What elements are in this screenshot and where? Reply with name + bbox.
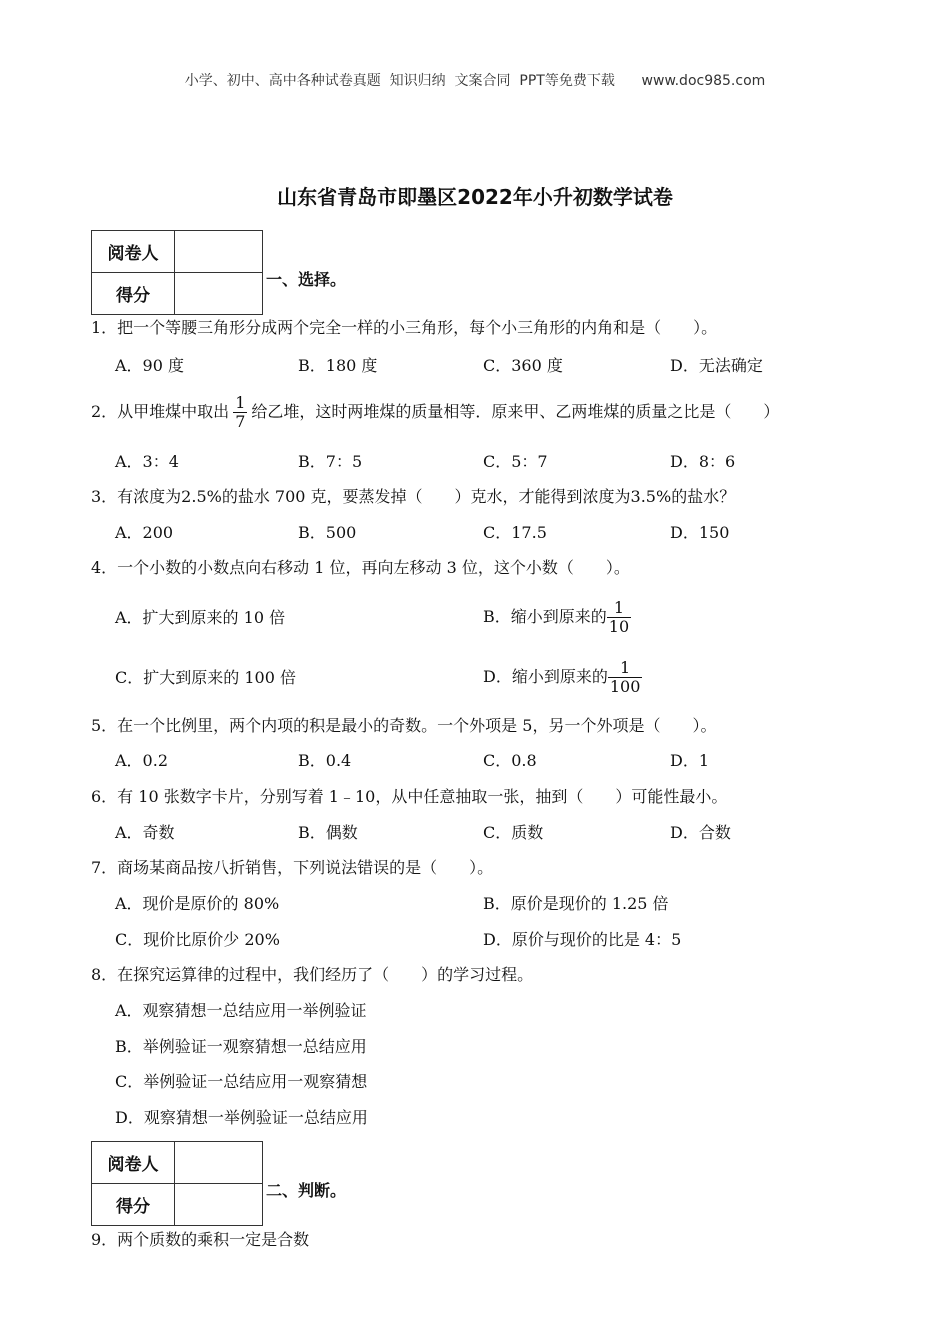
reviewer-label: 阅卷人 [92,231,175,273]
q7-option-a: A．现价是原价的 80% [115,894,280,913]
question-3: 3．有浓度为2.5%的盐水 700 克，要蒸发掉（ ）克水，才能得到浓度为3.5%的盐水？ [91,487,736,506]
score-box-section-2 [91,1141,263,1226]
q3-option-c: C．17.5 [483,523,547,542]
score-box-section-1 [91,230,263,315]
question-8: 8．在探究运算律的过程中，我们经历了（ ）的学习过程。 [91,965,534,984]
q2-option-d: D．8：6 [670,452,736,471]
q2-fraction-numerator: 1 [235,392,246,412]
q5-option-b: B．0.4 [298,751,352,770]
page-header-banner: 小学、初中、高中各种试卷真题 知识归纳 文案合同 PPT等免费下载 www.doc985.com [184,73,766,89]
q5-option-d: D．1 [670,751,710,770]
exam-title: 山东省青岛市即墨区2022年小升初数学试卷 [277,185,673,209]
q4-option-a: A．扩大到原来的 10 倍 [115,608,286,627]
q4-option-b-text: B．缩小到原来的 [483,607,607,626]
q4-option-b-fraction [607,599,631,636]
question-5: 5．在一个比例里，两个内项的积是最小的奇数。一个外项是 5，另一个外项是（ ）。 [91,716,717,735]
q8-option-a: A．观察猜想一总结应用一举例验证 [115,1001,367,1020]
q3-option-b: B．500 [298,523,357,542]
question-4: 4．一个小数的小数点向右移动 1 位，再向左移动 3 位，这个小数（ ）。 [91,558,630,577]
score-cell[interactable] [175,1184,263,1226]
q2-option-c: C．5：7 [483,452,548,471]
reviewer-cell[interactable] [175,1142,263,1184]
question-9: 9．两个质数的乘积一定是合数 [91,1230,310,1249]
q7-option-c: C．现价比原价少 20% [115,930,280,949]
q4-d-denominator: 100 [609,676,641,696]
q1-option-a: A．90 度 [115,356,185,375]
q7-option-d: D．原价与现价的比是 4：5 [483,930,682,949]
score-label: 得分 [92,273,175,315]
q4-d-numerator: 1 [620,657,631,677]
question-1: 1．把一个等腰三角形分成两个完全一样的小三角形，每个小三角形的内角和是（ ）。 [91,318,718,337]
q1-option-c: C．360 度 [483,356,563,375]
q2-fraction [233,394,247,431]
q8-option-b: B．举例验证一观察猜想一总结应用 [115,1037,367,1056]
q2-fraction-denominator: 7 [235,411,246,431]
q8-option-d: D．观察猜想一举例验证一总结应用 [115,1108,368,1127]
q6-option-c: C．质数 [483,823,544,842]
q5-option-a: A．0.2 [115,751,169,770]
q4-option-d [483,654,646,700]
q6-option-a: A．奇数 [115,823,175,842]
q2-option-a: A．3：4 [115,452,179,471]
q6-option-b: B．偶数 [298,823,358,842]
question-6: 6．有 10 张数字卡片，分别写着 1﹣10，从中任意抽取一张，抽到（ ）可能性最小。 [91,787,728,806]
q4-b-denominator: 10 [608,616,630,636]
score-label: 得分 [92,1184,175,1226]
question-7: 7．商场某商品按八折销售，下列说法错误的是（ ）。 [91,858,494,877]
q1-option-b: B．180 度 [298,356,378,375]
reviewer-label: 阅卷人 [92,1142,175,1184]
q1-option-d: D．无法确定 [670,356,763,375]
q6-option-d: D．合数 [670,823,731,842]
q4-option-d-text: D．缩小到原来的 [483,667,608,686]
q4-option-b [483,594,635,640]
q3-option-d: D．150 [670,523,730,542]
q2-text-pre: 2．从甲堆煤中取出 [91,402,230,421]
question-2 [91,392,779,432]
q2-text-post: 给乙堆，这时两堆煤的质量相等．原来甲、乙两堆煤的质量之比是（ ） [251,402,780,421]
q4-option-d-fraction [608,659,643,696]
q4-b-numerator: 1 [613,597,625,617]
q2-option-b: B．7：5 [298,452,363,471]
section-heading-choice: 一、选择。 [266,270,347,289]
q3-option-a: A．200 [115,523,174,542]
reviewer-cell[interactable] [175,231,263,273]
q8-option-c: C．举例验证一总结应用一观察猜想 [115,1072,368,1091]
score-cell[interactable] [175,273,263,315]
q7-option-b: B．原价是现价的 1.25 倍 [483,894,669,913]
q5-option-c: C．0.8 [483,751,537,770]
q4-option-c: C．扩大到原来的 100 倍 [115,668,296,687]
section-heading-judgement: 二、判断。 [266,1181,347,1200]
